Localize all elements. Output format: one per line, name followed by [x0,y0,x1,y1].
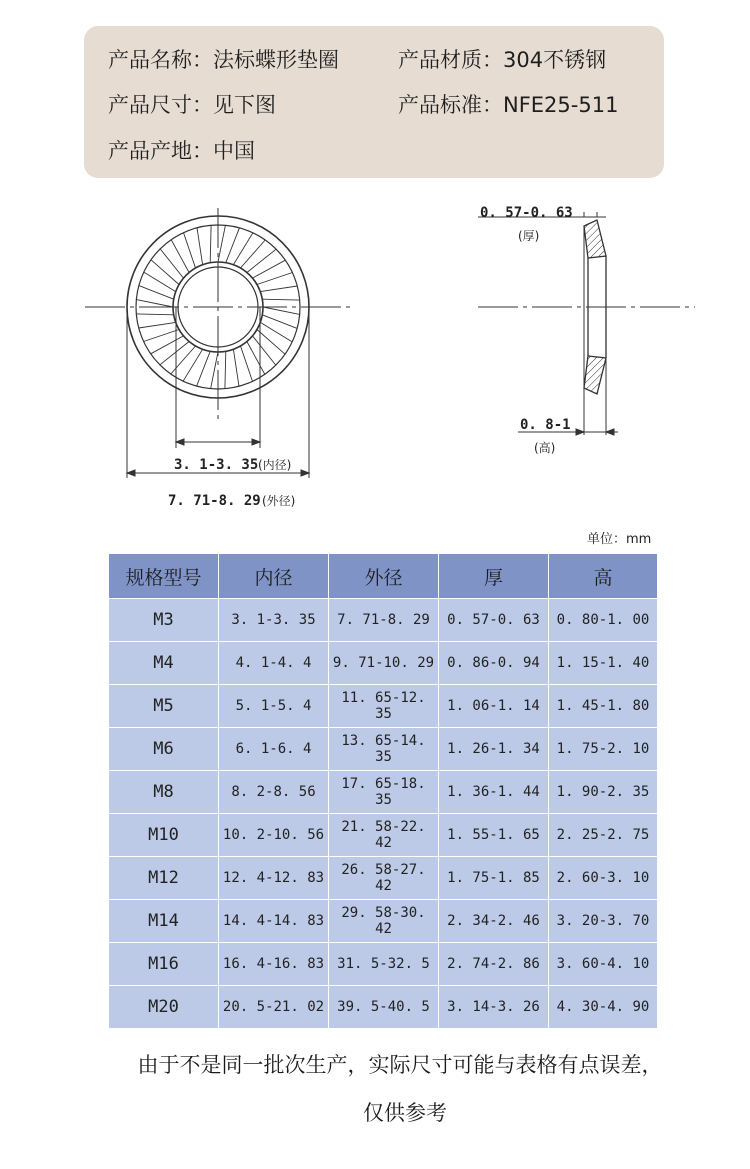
serration-line [136,300,173,307]
cell-value: 0. 57-0. 63 [439,599,549,642]
serration-line [139,322,176,328]
product-name: 产品名称：法标蝶形垫圈 [108,48,339,72]
serration-line [247,342,265,375]
product-material: 产品材质：304不锈钢 [398,48,607,72]
serration-line [241,346,253,381]
cell-value: 39. 5-40. 5 [329,986,439,1029]
serration-line [253,260,286,278]
outer-diameter-dimension: 7. 71-8. 29 [168,493,261,509]
cell-value: 12. 4-12. 83 [219,857,329,900]
cell-model: M20 [109,986,219,1029]
cell-value: 0. 86-0. 94 [439,642,549,685]
table-header-row [109,554,658,599]
header-model: 规格型号 [109,554,219,599]
outer-diameter-label: (外径) [262,494,296,508]
header-inner-diameter: 内径 [219,554,329,599]
serration-line [144,330,179,342]
table-row [109,900,658,943]
table-row [109,986,658,1029]
serration-line [241,240,266,268]
cell-model: M14 [109,900,219,943]
header-height: 高 [549,554,658,599]
thickness-label: (厚) [518,229,540,243]
header-outer-diameter: 外径 [329,554,439,599]
cell-value: 2. 25-2. 75 [549,814,658,857]
cell-model: M6 [109,728,219,771]
serration-line [247,249,276,272]
serration-line [151,260,179,285]
serration-line [184,233,196,268]
serration-line [260,322,292,342]
table-row [109,685,658,728]
cell-value: 1. 36-1. 44 [439,771,549,814]
serration-line [160,249,183,278]
serration-line [211,352,218,389]
cell-value: 7. 71-8. 29 [329,599,439,642]
table-row [109,728,658,771]
cell-value: 1. 55-1. 65 [439,814,549,857]
cell-value: 13. 65-14. 35 [329,728,439,771]
cell-value: 1. 75-1. 85 [439,857,549,900]
cell-value: 8. 2-8. 56 [219,771,329,814]
header-thickness: 厚 [439,554,549,599]
table-row [109,943,658,986]
product-origin: 产品产地：中国 [108,139,255,163]
product-standard: 产品标准：NFE25-511 [398,93,619,117]
product-size: 产品尺寸：见下图 [108,93,276,117]
cell-value: 10. 2-10. 56 [219,814,329,857]
table-row [109,642,658,685]
inner-diameter-label: (内径) [258,458,292,472]
serration-line [233,349,239,386]
height-label: (高) [534,441,556,455]
cell-value: 3. 1-3. 35 [219,599,329,642]
serration-line [253,336,276,365]
serration-line [257,330,285,355]
cell-value: 1. 75-2. 10 [549,728,658,771]
cell-value: 31. 5-32. 5 [329,943,439,986]
spec-table [108,553,658,1029]
serration-line [262,299,299,300]
cell-value: 2. 34-2. 46 [439,900,549,943]
cell-value: 26. 58-27. 42 [329,857,439,900]
cell-model: M16 [109,943,219,986]
disclaimer-line-1: 由于不是同一批次生产，实际尺寸可能与表格有点误差， [137,1053,663,1077]
cell-value: 1. 45-1. 80 [549,685,658,728]
cell-value: 3. 20-3. 70 [549,900,658,943]
cell-value: 11. 65-12. 35 [329,685,439,728]
serration-line [260,286,297,292]
cell-value: 1. 26-1. 34 [439,728,549,771]
cell-value: 17. 65-18. 35 [329,771,439,814]
cell-model: M5 [109,685,219,728]
serration-line [144,272,176,292]
serration-line [160,342,189,365]
cell-value: 14. 4-14. 83 [219,900,329,943]
serration-line [136,314,173,315]
cell-value: 3. 14-3. 26 [439,986,549,1029]
table-row [109,771,658,814]
serration-line [257,273,292,285]
washer-technical-drawing [0,190,750,520]
washer-side-view [478,212,695,435]
serration-line [171,240,189,273]
cell-value: 1. 90-2. 35 [549,771,658,814]
cell-model: M10 [109,814,219,857]
serration-line [151,336,184,354]
cell-value: 21. 58-22. 42 [329,814,439,857]
table-row [109,814,658,857]
serration-line [225,351,226,388]
cell-value: 29. 58-30. 42 [329,900,439,943]
table-row [109,599,658,642]
table-row [109,857,658,900]
serration-line [183,349,203,381]
cell-value: 2. 60-3. 10 [549,857,658,900]
cell-value: 16. 4-16. 83 [219,943,329,986]
cell-model: M3 [109,599,219,642]
washer-front-view [85,208,350,478]
serration-line [210,225,211,262]
serration-line [171,346,196,374]
cell-value: 3. 60-4. 10 [549,943,658,986]
cell-value: 20. 5-21. 02 [219,986,329,1029]
cell-value: 4. 30-4. 90 [549,986,658,1029]
serration-line [233,233,253,265]
cell-value: 2. 74-2. 86 [439,943,549,986]
inner-diameter-dimension: 3. 1-3. 35 [174,457,259,473]
cell-value: 9. 71-10. 29 [329,642,439,685]
thickness-dimension: 0. 57-0. 63 [480,205,573,221]
cell-model: M4 [109,642,219,685]
cell-value: 4. 1-4. 4 [219,642,329,685]
cell-value: 6. 1-6. 4 [219,728,329,771]
cell-value: 0. 80-1. 00 [549,599,658,642]
serration-line [263,307,300,314]
cell-value: 1. 06-1. 14 [439,685,549,728]
cell-model: M8 [109,771,219,814]
serration-line [197,228,203,265]
height-dimension: 0. 8-1 [520,417,571,433]
serration-line [218,225,225,262]
cell-value: 5. 1-5. 4 [219,685,329,728]
cell-value: 1. 15-1. 40 [549,642,658,685]
unit-label: 单位：mm [587,532,652,547]
disclaimer-line-2: 仅供参考 [363,1101,447,1125]
cell-model: M12 [109,857,219,900]
